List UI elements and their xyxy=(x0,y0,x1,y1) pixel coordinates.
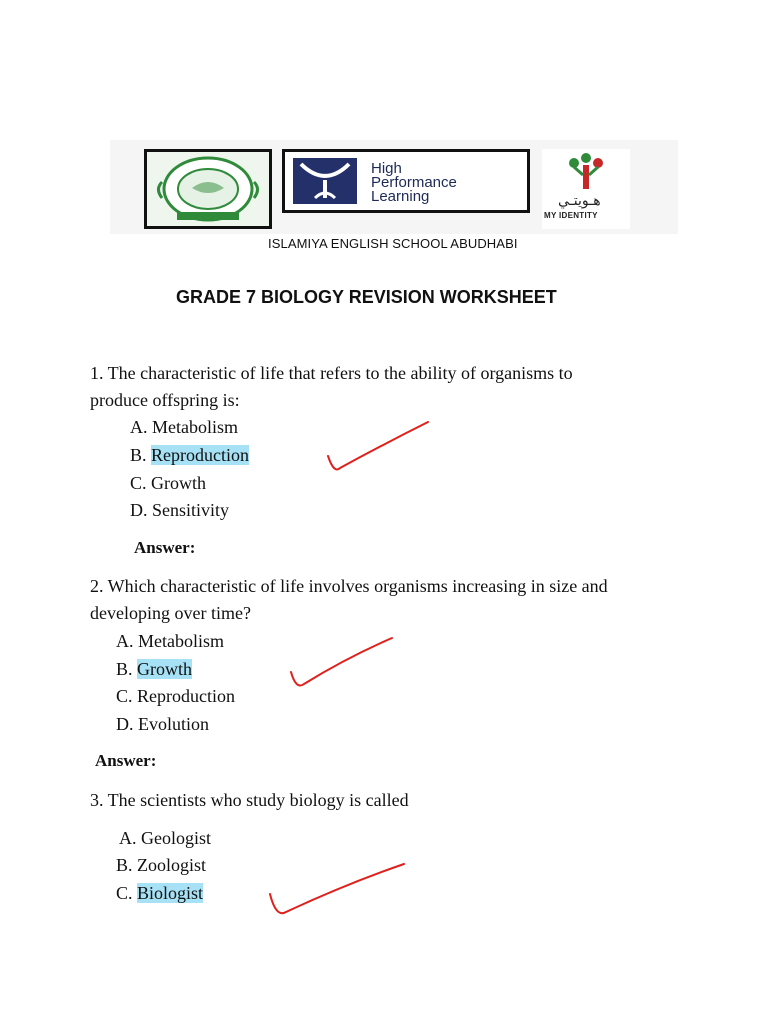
option-letter: D. xyxy=(130,500,148,520)
identity-arabic-text: هـويتـي xyxy=(558,193,601,209)
q1-option-c[interactable] xyxy=(130,470,206,497)
option-letter: A. xyxy=(116,631,134,651)
question-2-line-1: 2. Which characteristic of life involves organisms increasing in size and xyxy=(90,576,608,596)
q1-option-d[interactable] xyxy=(130,497,229,524)
hpl-line-1: High xyxy=(371,160,402,177)
option-text: Geologist xyxy=(141,828,211,848)
identity-tree-icon xyxy=(564,153,608,191)
header-logo-strip xyxy=(110,140,678,234)
option-text: Metabolism xyxy=(138,631,224,651)
question-1-line-1: 1. The characteristic of life that refers to the ability of organisms to xyxy=(90,363,573,383)
q1-option-b[interactable] xyxy=(130,442,249,469)
option-text: Zoologist xyxy=(137,855,207,875)
option-letter: A. xyxy=(119,828,137,848)
q2-option-b[interactable] xyxy=(116,656,192,683)
option-letter: B. xyxy=(116,855,133,875)
option-text: Sensitivity xyxy=(152,500,230,520)
option-text: Growth xyxy=(151,473,207,493)
q1-option-a[interactable] xyxy=(130,414,238,441)
option-text-highlighted: Growth xyxy=(137,659,193,679)
page-title: GRADE 7 BIOLOGY REVISION WORKSHEET xyxy=(176,287,557,307)
hpl-line-3: Learning xyxy=(371,188,430,205)
option-letter: C. xyxy=(116,686,133,706)
school-name: ISLAMIYA ENGLISH SCHOOL ABUDHABI xyxy=(268,236,518,251)
checkmark-icon xyxy=(266,860,408,920)
hpl-emblem-icon xyxy=(293,158,357,204)
identity-label: MY IDENTITY xyxy=(544,211,598,220)
crest-icon xyxy=(147,152,269,226)
option-letter: A. xyxy=(130,417,148,437)
q2-option-d[interactable] xyxy=(116,711,209,738)
option-letter: C. xyxy=(116,883,133,903)
high-performance-learning-logo xyxy=(282,149,530,213)
q3-option-a[interactable] xyxy=(119,825,211,852)
q2-answer-label: Answer: xyxy=(95,751,157,770)
question-2-line-2: developing over time? xyxy=(90,603,251,623)
option-letter: B. xyxy=(116,659,133,679)
checkmark-icon xyxy=(324,418,434,474)
option-letter: C. xyxy=(130,473,147,493)
question-3-line-1: 3. The scientists who study biology is called xyxy=(90,790,409,810)
question-1-line-2: produce offspring is: xyxy=(90,390,240,410)
q2-option-c[interactable] xyxy=(116,683,235,710)
option-text-highlighted: Biologist xyxy=(137,883,204,903)
option-letter: D. xyxy=(116,714,134,734)
my-identity-logo xyxy=(542,149,630,229)
q3-option-c[interactable] xyxy=(116,880,203,907)
hpl-line-2: Performance xyxy=(371,174,457,191)
option-letter: B. xyxy=(130,445,147,465)
q2-option-a[interactable] xyxy=(116,628,224,655)
hpl-logo-text xyxy=(371,162,457,204)
q1-answer-label: Answer: xyxy=(134,538,196,557)
option-text: Reproduction xyxy=(137,686,235,706)
option-text-highlighted: Reproduction xyxy=(151,445,249,465)
checkmark-icon xyxy=(288,634,396,690)
q3-option-b[interactable] xyxy=(116,852,206,879)
option-text: Evolution xyxy=(138,714,209,734)
school-crest-logo xyxy=(144,149,272,229)
option-text: Metabolism xyxy=(152,417,238,437)
